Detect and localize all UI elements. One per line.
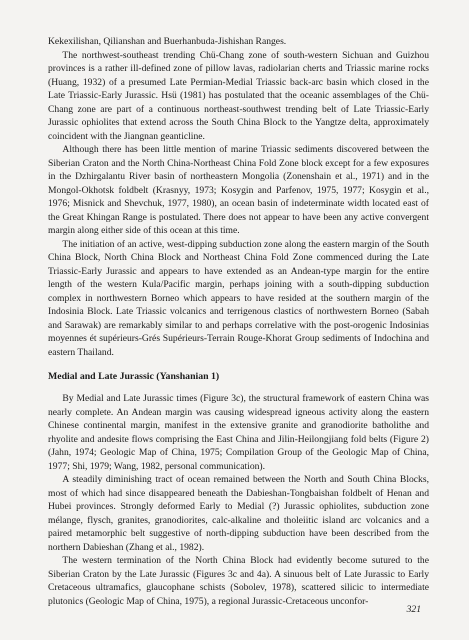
text-block-top	[48, 35, 429, 359]
section-heading: Medial and Late Jurassic (Yanshanian 1)	[48, 371, 220, 382]
text-block-bottom	[48, 392, 429, 608]
paragraph: Although there has been little mention of marine Triassic sediments discovered between the Siberian Craton and the North China-Northeast China Fold Zone block except for a few exposures in the Dzhirgalantu River basin of northeastern Mongolia (Zonenshain et al., 1971) and in the Mongol-Okhotsk foldbelt (Krasnyy, 1973; Kosygin and Parfenov, 1975, 1977; Kosygin et al., 1976; Misnick and Shevchuk, 1977, 1980), an ocean basin of indeterminate width located east of the Great Khingan Range is postulated. There does not appear to have been any active convergent margin along either side of this ocean at this time.	[48, 144, 429, 236]
paragraph: Kekexilishan, Qilianshan and Buerhanbuda-Jishishan Ranges.	[48, 36, 287, 47]
page-number: 321	[406, 604, 421, 615]
paragraph: By Medial and Late Jurassic times (Figure 3c), the structural framework of eastern China was nearly complete. An Andean margin was causing widespread igneous activity along the eastern Chinese continental margin, manifest in the extensive granite and granodiorite batholithe and rhyolite and andesite flows comprising the East China and Jilin-Heilongjiang fold belts (Figure 2) (Jahn, 1974; Geologic Map of China, 1975; Compilation Group of the Geologic Map of China, 1977; Shi, 1979; Wang, 1982, personal communication).	[48, 393, 429, 472]
paragraph: The western termination of the North China Block had evidently become sutured to the Siberian Craton by the Late Jurassic (Figures 3c and 4a). A sinuous belt of Late Jurassic to Early Cretaceous ultramafics, glaucophane schists (Sobolev, 1978), scattered silicic to intermediate plutonics (Geologic Map of China, 1975), a regional Jurassic-Cretaceous unconfor-	[48, 555, 429, 607]
paragraph: The northwest-southeast trending Chü-Chang zone of south-western Sichuan and Guizhou provinces is a rather ill-defined zone of pillow lavas, radiolarian cherts and Triassic marine rocks (Huang, 1932) of a presumed Late Permian-Medial Triassic back-arc basin which closed in the Late Triassic-Early Jurassic. Hsü (1981) has postulated that the oceanic assemblages of the Chü-Chang zone are part of a continuous northeast-southwest trending belt of Late Triassic-Early Jurassic ophiolites that extend across the South China Block to the Yangtze delta, approximately coincident with the Jiangnan geanticline.	[48, 49, 429, 142]
paragraph: A steadily diminishing tract of ocean remained between the North and South China Blocks, most of which had since disappeared beneath the Dabieshan-Tongbaishan foldbelt of Henan and Hubei provinces. Strongly deformed Early to Medial (?) Jurassic ophiolites, subduction zone mélange, flysch, granites, granodiorites, calc-alkaline and tholeiitic island arc volcanics and a paired metamorphic belt suggestive of north-dipping subduction have been described from the northern Dabieshan (Zhang et al., 1982).	[48, 474, 429, 553]
paragraph: The initiation of an active, west-dipping subduction zone along the eastern margin of the South China Block, North China Block and Northeast China Fold Zone commenced during the Late Triassic-Early Jurassic and appears to have extended as an Andean-type margin for the entire length of the western Kula/Pacific margin, perhaps joining with a south-dipping subduction complex in northwestern Borneo which appears to have resided at the southern margin of the Indosinia Block. Late Triassic volcanics and terrigenous clastics of northwestern Borneo (Sabah and Sarawak) are remarkably similar to and perhaps correlative with the post-orogenic Indosinias moyennes ét supérieurs-Grés Supérieurs-Terrain Rouge-Khorat Group sediments of Indochina and eastern Thailand.	[48, 238, 429, 358]
